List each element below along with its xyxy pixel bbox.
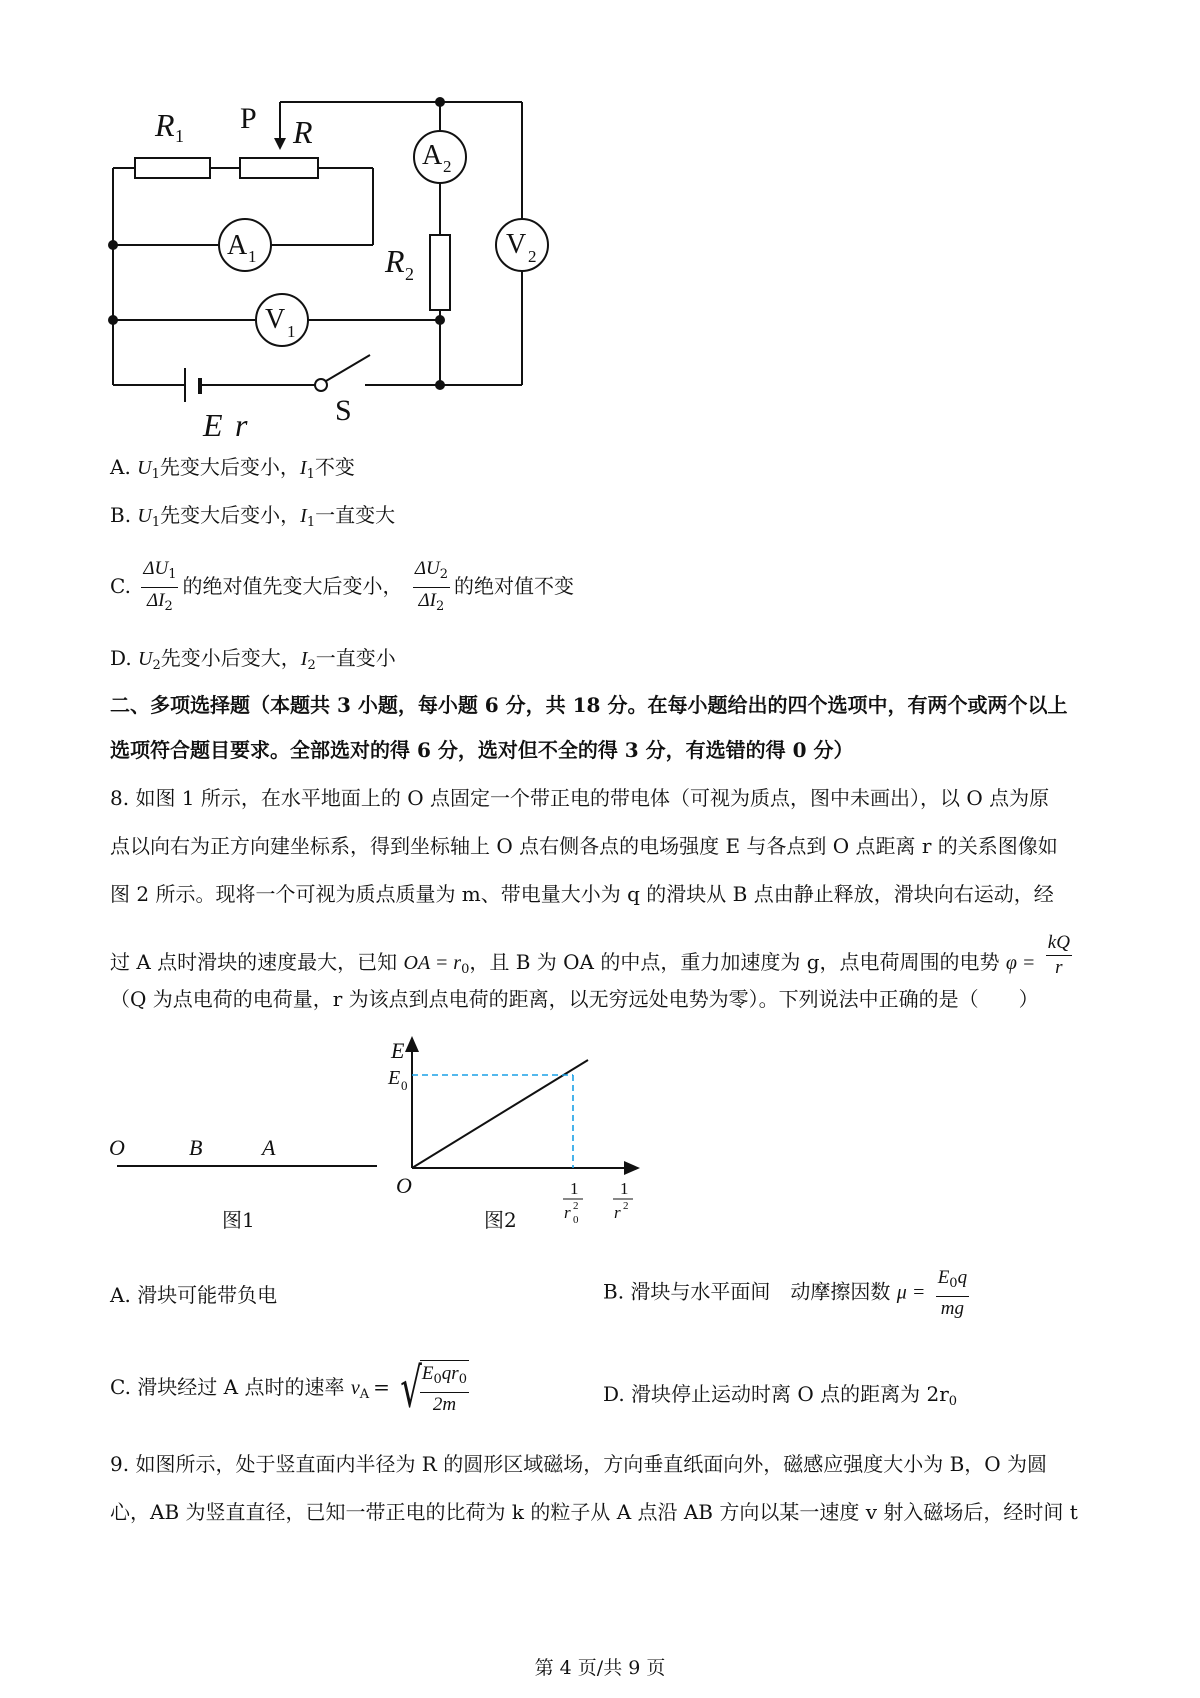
svg-text:0: 0	[573, 1214, 579, 1226]
e-line	[412, 1060, 588, 1168]
fraction-kq-over-r: $\frac{kQ}{r}$	[1047, 932, 1070, 978]
resistor-r2	[430, 235, 450, 310]
fig1-label-b: B	[189, 1135, 203, 1160]
fig2-label-e: E	[391, 1038, 405, 1063]
circuit-diagram	[100, 85, 537, 443]
fig2-tick-num: 1	[570, 1179, 579, 1198]
svg-text:1: 1	[175, 126, 184, 146]
fraction-du2-di2: $\frac{\Delta U_2}{\Delta I_2}$	[414, 558, 448, 614]
label-e: E	[203, 407, 223, 443]
label-a2: A	[422, 140, 443, 171]
label-a1: A	[227, 230, 248, 261]
fig2-label-e0: E	[388, 1067, 401, 1089]
svg-text:2: 2	[573, 1200, 579, 1212]
label-r2: R	[385, 243, 405, 279]
svg-text:2: 2	[623, 1200, 629, 1212]
x-axis-arrow	[624, 1161, 640, 1175]
q7-option-d: D. $U_2$先变小后变大，$I_2$一直变小	[110, 646, 396, 673]
figure-2-caption: 图2	[484, 1208, 517, 1232]
section-2-heading-line-1: 二、多项选择题（本题共 3 小题，每小题 6 分，共 18 分。在每小题给出的四个选项中，有两个或两个以上	[110, 693, 1068, 717]
fraction-du1-di2: $\frac{\Delta U_1}{\Delta I_2}$	[143, 558, 177, 614]
fig2-tick-den: r	[564, 1203, 571, 1222]
svg-text:1: 1	[287, 322, 296, 341]
fig2-label-origin: O	[396, 1173, 412, 1198]
label-v1: V	[265, 304, 286, 335]
y-axis-arrow	[405, 1036, 419, 1052]
svg-text:2: 2	[528, 247, 537, 266]
q8-option-b: B. 滑块与水平面间 动摩擦因数 μ = $\frac{E_0q}{mg}$	[603, 1267, 968, 1319]
fraction-mu: $\frac{E_0q}{mg}$	[937, 1267, 968, 1319]
page-footer: 第 4 页/共 9 页	[534, 1657, 666, 1679]
q7-option-b: B. $U_1$先变大后变小，$I_1$一直变大	[110, 503, 396, 530]
q8-option-a: A. 滑块可能带负电	[110, 1283, 278, 1307]
svg-text:1: 1	[248, 247, 257, 266]
q8-line-1: 8. 如图 1 所示，在水平地面上的 O 点固定一个带正电的带电体（可视为质点，图中未画出），以 O 点为原	[110, 786, 1050, 810]
svg-text:2: 2	[443, 157, 452, 176]
rheostat-r	[240, 158, 318, 178]
label-s: S	[335, 394, 352, 427]
fig2-x-axis-num: 1	[620, 1179, 629, 1198]
fig1-label-a: A	[262, 1135, 276, 1160]
q8-line-2: 点以向右为正方向建坐标系，得到坐标轴上 O 点右侧各点的电场强度 E 与各点到 O 点距离 r 的关系图像如	[110, 834, 1058, 858]
q8-line-5: （Q 为点电荷的电荷量，r 为该点到点电荷的距离，以无穷远处电势为零）。下列说法中正确的是（ ）	[110, 987, 1039, 1011]
svg-text:0: 0	[401, 1078, 408, 1093]
q8-line-4: 过 A 点时滑块的速度最大，已知 OA = $r_0$，且 B 为 OA 的中点，重力加速度为 g，点电荷周围的电势 φ = $\frac{kQ}{r}$	[110, 932, 1070, 978]
q9-line-1: 9. 如图所示，处于竖直面内半径为 R 的圆形区域磁场，方向垂直纸面向外，磁感应强度大小为 B，O 为圆	[110, 1452, 1048, 1476]
q8-option-d: D. 滑块停止运动时离 O 点的距离为 $2r_0$	[603, 1382, 958, 1409]
fig1-label-o: O	[109, 1135, 125, 1160]
label-r1: R	[155, 107, 175, 143]
resistor-r1	[135, 158, 210, 178]
q9-line-2: 心，AB 为竖直直径，已知一带正电的比荷为 k 的粒子从 A 点沿 AB 方向以某一速度 v 射入磁场后，经时间 t	[110, 1500, 1078, 1524]
q7-option-a: A. $U_1$先变大后变小，$I_1$不变	[110, 455, 355, 482]
switch-s	[315, 379, 327, 391]
svg-text:2: 2	[405, 264, 414, 284]
fig2-x-axis-den: r	[614, 1203, 621, 1222]
section-2-heading-line-2: 选项符合题目要求。全部选对的得 6 分，选对但不全的得 3 分，有选错的得 0 分）	[110, 738, 854, 762]
label-v2: V	[506, 229, 527, 260]
label-r-internal: r	[235, 407, 248, 443]
figure-2-graph	[380, 1030, 650, 1230]
label-p: P	[240, 102, 257, 135]
q7-option-c: C. $\frac{\Delta U_1}{\Delta I_2}$ 的绝对值先变大后变小， $\frac{\Delta U_2}{\Delta I_2}$ 的绝对值不变	[110, 556, 574, 619]
label-r: R	[293, 114, 313, 150]
fraction-velocity: $\frac{E_0qr_0}{2m}$	[420, 1360, 469, 1417]
figure-1-caption: 图1	[222, 1208, 255, 1232]
q8-option-c: C. 滑块经过 A 点时的速率 $v_A$ = √ $\frac{E_0qr_0}{2m}$	[110, 1356, 467, 1421]
q8-line-3: 图 2 所示。现将一个可视为质点质量为 m、带电量大小为 q 的滑块从 B 点由静止释放，滑块向右运动，经	[110, 882, 1054, 906]
